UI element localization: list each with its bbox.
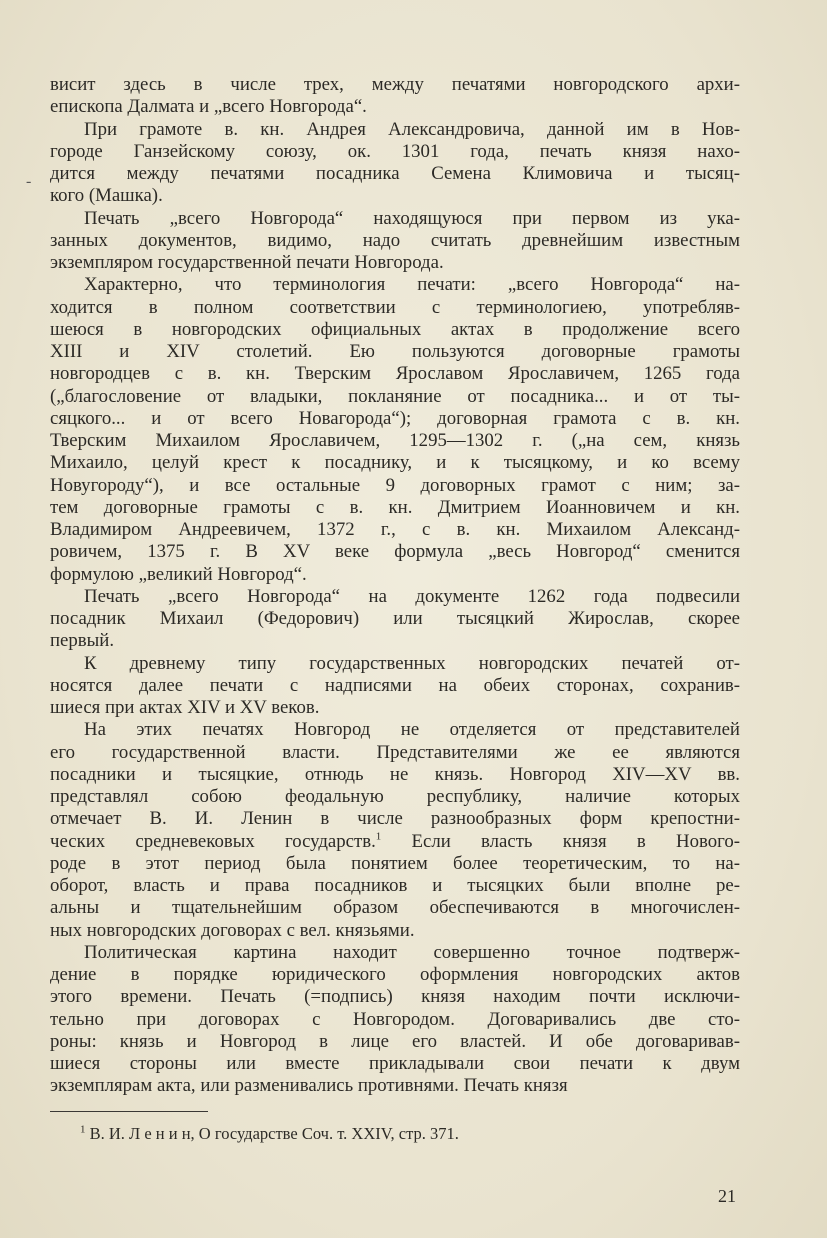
- footnote-divider: [50, 1111, 208, 1112]
- text-line: посадники и тысяцкие, отнюдь не князь. Новгород XIV—XV вв.: [50, 763, 740, 785]
- text-line: дение в порядке юридического оформления новгородских актов: [50, 964, 740, 985]
- margin-mark: -: [26, 173, 32, 190]
- paragraph: [50, 586, 740, 653]
- text-line: шеюся в новгородских официальных актах в продолжение всего: [50, 318, 740, 340]
- text-line: шиеся при актах XIV и XV веков.: [50, 697, 320, 718]
- footnote-marker: 1: [80, 1123, 86, 1136]
- text-line: епископа Далмата и „всего Новгорода“.: [50, 96, 367, 118]
- text-line: К древнему типу государственных новгородских печатей от-: [84, 652, 740, 674]
- text-line: ных новгородских договорах с вел. князьями.: [50, 919, 415, 941]
- text-line: роде в этот период была понятием более теоретическим, то на-: [50, 852, 740, 874]
- text-line: [50, 831, 740, 853]
- paragraph: [50, 653, 740, 720]
- text-line: сяцкого... и от всего Новагорода“); договорная грамота с в. кн.: [50, 407, 740, 429]
- text-line: посадник Михаил (Федорович) или тысяцкий Жирослав, скорее: [50, 608, 740, 629]
- page-number: 21: [718, 1186, 736, 1206]
- text-line: носятся далее печати с надписями на обеих сторонах, сохранив-: [50, 674, 740, 696]
- main-text: [50, 74, 740, 1098]
- text-line: Политическая картина находит совершенно точное подтверж-: [84, 941, 740, 963]
- text-line: представлял собою феодальную республику, наличие которых: [50, 786, 740, 807]
- text-line: отмечает В. И. Ленин в числе разнообразных форм крепостни-: [50, 808, 740, 830]
- text-line: шиеся стороны или вместе прикладывали свои печати к двум: [50, 1053, 740, 1074]
- text-line: На этих печатях Новгород не отделяется от представителей: [84, 719, 740, 741]
- text-line: его государственной власти. Представителями же ее являются: [50, 741, 740, 763]
- text-line: экземплярам акта, или разменивались противнями. Печать князя: [50, 1075, 568, 1097]
- paragraph: [50, 274, 740, 586]
- text-line: кого (Машка).: [50, 185, 163, 207]
- text-line: тельно при договорах с Новгородом. Договаривались две сто-: [50, 1008, 740, 1030]
- text-line: ровичем, 1375 г. В XV веке формула „весь Новгород“ сменится: [50, 541, 740, 563]
- text-line: При грамоте в. кн. Андрея Александровича, данной им в Нов-: [84, 118, 740, 140]
- text-line: этого времени. Печать (=подпись) князя находим почти исключи-: [50, 986, 740, 1008]
- text-line: XIII и XIV столетий. Ею пользуются договорные грамоты: [50, 341, 740, 362]
- text-line: Печать „всего Новгорода“ на документе 1262 года подвесили: [84, 585, 740, 607]
- footnote: [80, 1124, 459, 1144]
- text-line: Новугороду“), и все остальные 9 договорных грамот с ним; за-: [50, 474, 740, 496]
- text-line: экземпляром государственной печати Новгорода.: [50, 252, 444, 273]
- text-line-part: Если власть князя в Нового-: [381, 830, 740, 852]
- text-line: Михаило, целуй крест к посаднику, и к тысяцкому, и ко всему: [50, 452, 740, 474]
- footnote-text: В. И. Л е н и н, О государстве Соч. т. XXIV, стр. 371.: [89, 1124, 459, 1143]
- text-line: („благословение от владыки, покланяние от посадника... и от ты-: [50, 385, 740, 407]
- paragraph: [50, 208, 740, 275]
- paragraph: [50, 119, 740, 208]
- text-line: ходится в полном соответствии с терминологиею, употребляв-: [50, 296, 740, 318]
- text-line: тем договорные грамоты с в. кн. Дмитрием Иоанновичем и кн.: [50, 496, 740, 518]
- footnote-reference: 1: [375, 830, 382, 843]
- text-line: городе Ганзейскому союзу, ок. 1301 года, печать князя нахо-: [50, 140, 740, 162]
- text-line: Тверским Михаилом Ярославичем, 1295—1302 г. („на сем, князь: [50, 430, 740, 451]
- paragraph: [50, 74, 740, 119]
- text-line: альны и тщательнейшим образом обеспечиваются в многочислен-: [50, 897, 740, 919]
- text-line: первый.: [50, 630, 115, 652]
- text-line: Печать „всего Новгорода“ находящуюся при первом из ука-: [84, 207, 740, 229]
- text-line: Владимиром Андреевичем, 1372 г., с в. кн. Михаилом Александ-: [50, 519, 740, 540]
- text-line: занных документов, видимо, надо считать древнейшим известным: [50, 229, 740, 251]
- text-line-part: ческих средневековых государств.: [50, 830, 376, 852]
- text-line: дится между печатями посадника Семена Климовича и тысяц-: [50, 163, 740, 184]
- text-line: оборот, власть и права посадников и тысяцких были вполне ре-: [50, 875, 740, 896]
- paragraph: [50, 942, 740, 1098]
- text-line: роны: князь и Новгород в лице его властей. И обе договаривав-: [50, 1030, 740, 1052]
- text-line: Характерно, что терминология печати: „всего Новгорода“ на-: [84, 274, 740, 296]
- text-line: формулою „великий Новгород“.: [50, 563, 307, 585]
- paragraph: [50, 719, 740, 942]
- text-line: висит здесь в числе трех, между печатями новгородского архи-: [50, 74, 740, 95]
- text-line: новгородцев с в. кн. Тверским Ярославом Ярославичем, 1265 года: [50, 363, 740, 385]
